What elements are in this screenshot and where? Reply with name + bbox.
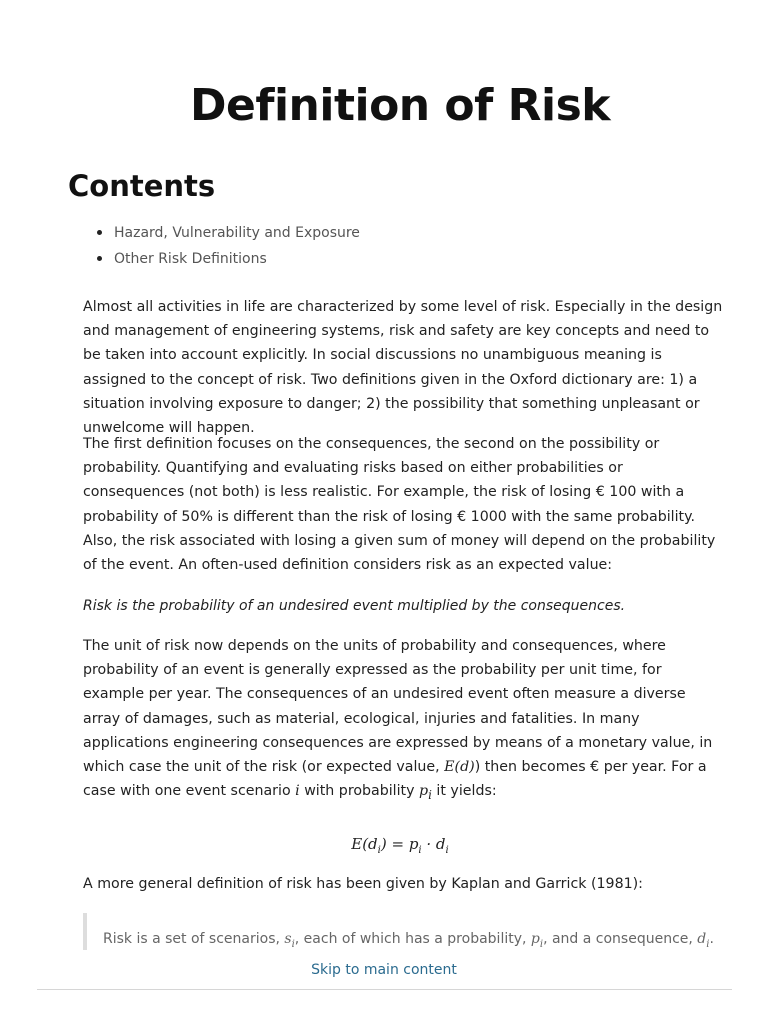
- quote-text: Risk is a set of scenarios, $s_i$, each of which has a probability, $p_i$, and a consequence, $d_i$.: [103, 931, 714, 950]
- math-probability: $p_i$: [419, 783, 432, 803]
- intro-paragraph: Almost all activities in life are characterized by some level of risk. Especially in the design and management of engineering systems, risk and safety are key concepts and need to be taken into account explicitly. In social discussions no unambiguous meaning is assigned to the concept of risk. Two definitions given in the Oxford dictionary are: 1) a situation involving exposure to danger; 2) the possibility that something unpleasant or unwelcome will happen.: [83, 299, 723, 437]
- math-expected-value: E(d): [444, 759, 475, 776]
- toc-link-other-risk-definitions[interactable]: Other Risk Definitions: [114, 251, 267, 267]
- definitions-paragraph: The first definition focuses on the consequences, the second on the possibility or probability. Quantifying and evaluating risks based on either probabilities or consequences (not both) is less realistic. For example, the risk of losing € 100 with a probability of 50% is different than the risk of losing € 1000 with the same probability. Also, the risk associated with losing a given sum of money will depend on the probability of the event. An often-used definition considers risk as an expected value:: [83, 436, 716, 574]
- expected-value-definition: Risk is the probability of an undesired event multiplied by the consequences.: [83, 598, 626, 614]
- page-title: Definition of Risk: [189, 80, 611, 131]
- toc-item: [114, 246, 360, 272]
- kaplan-garrick-quote: [83, 913, 723, 950]
- risk-unit-paragraph: The unit of risk now depends on the units of probability and consequences, where probability of an event is generally expressed as the probability per unit time, for example per year. The consequences of an undesired event often measure a diverse array of damages, such as material, ecological, injuries and fatalities. In many applications engineering consequences are expressed by means of a monetary value, in which case the unit of the risk (or expected value, E(d)) then becomes € per year. For a case with one event scenario i with probability $p_i$ it yields:: [83, 638, 713, 803]
- toc-item: [114, 220, 360, 246]
- expected-value-equation: $E(d_i) = p_i \cdot d_i$: [351, 835, 449, 856]
- math-scenario-index: i: [295, 783, 300, 800]
- skip-to-main-content-link[interactable]: Skip to main content: [311, 962, 457, 978]
- toc-link-hazard-vulnerability-exposure[interactable]: Hazard, Vulnerability and Exposure: [114, 225, 360, 241]
- footer-divider: [37, 989, 732, 990]
- kaplan-garrick-paragraph: A more general definition of risk has been given by Kaplan and Garrick (1981):: [83, 876, 643, 892]
- contents-heading: Contents: [68, 169, 216, 203]
- table-of-contents: [114, 220, 360, 272]
